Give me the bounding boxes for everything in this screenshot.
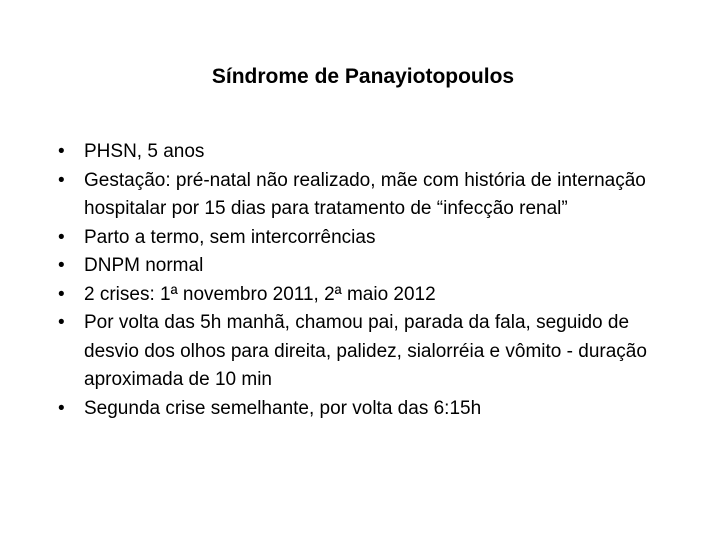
bullet-text: 2 crises: 1ª novembro 2011, 2ª maio 2012: [84, 283, 436, 305]
bullet-icon: •: [58, 397, 65, 419]
bullet-text: DNPM normal: [84, 255, 204, 276]
bullet-text: Por volta das 5h manhã, chamou pai, parada da fala, seguido de desvio dos olhos para direita, palidez, sialorréia e vômito - duração aproximada de 10 min: [84, 312, 647, 390]
bullet-text: PHSN, 5 anos: [84, 141, 205, 162]
list-item: [58, 224, 658, 253]
list-item: [58, 395, 658, 424]
bullet-text: Parto a termo, sem intercorrências: [84, 226, 376, 248]
bullet-icon: •: [58, 141, 65, 162]
bullet-icon: •: [58, 312, 65, 333]
bullet-text: Gestação: pré-natal não realizado, mãe com história de internação hospitalar por 15 dias para tratamento de “infecção renal”: [84, 169, 646, 219]
list-item: [58, 138, 658, 167]
list-item: [58, 281, 658, 310]
slide-title: Síndrome de Panayiotopoulos: [211, 65, 515, 88]
bullet-list: [58, 138, 658, 423]
list-item: [58, 252, 658, 281]
list-item: [58, 167, 658, 224]
bullet-icon: •: [58, 283, 65, 305]
bullet-text: Segunda crise semelhante, por volta das 6:15h: [84, 397, 482, 419]
bullet-icon: •: [58, 169, 65, 191]
bullet-icon: •: [58, 226, 65, 248]
list-item: [58, 309, 658, 395]
bullet-icon: •: [58, 255, 65, 276]
